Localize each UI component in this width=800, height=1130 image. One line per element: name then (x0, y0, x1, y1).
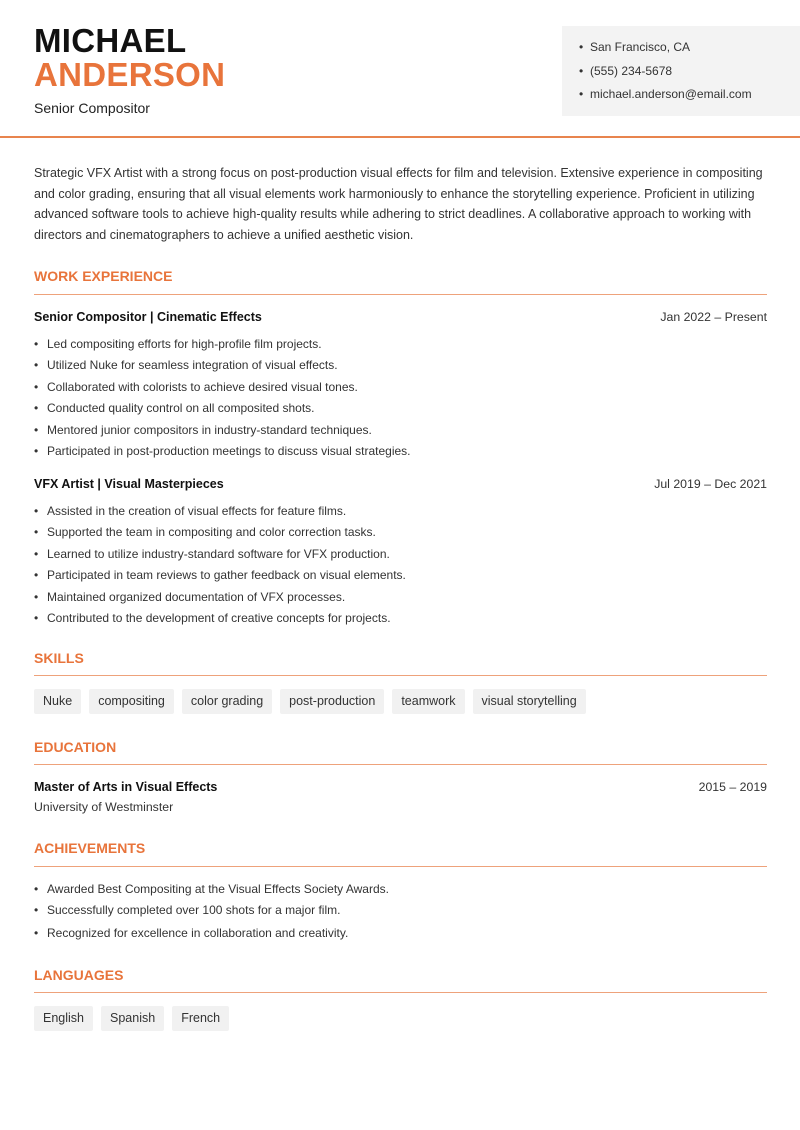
bullet-icon: • (34, 882, 39, 896)
bullet-icon: • (34, 546, 39, 561)
list-item: • Successfully completed over 100 shots for a major film. (34, 903, 767, 926)
job-role: VFX Artist | Visual Masterpieces (34, 477, 224, 491)
section-divider (34, 764, 767, 765)
section-title-work: WORK EXPERIENCE (34, 268, 173, 284)
list-item: • Collaborated with colorists to achieve desired visual tones. (34, 380, 767, 401)
section-title-languages: LANGUAGES (34, 967, 124, 983)
bullet-icon: • (34, 504, 39, 518)
list-item: • Mentored junior compositors in industry-standard techniques. (34, 423, 767, 444)
language-tag: Spanish (101, 1006, 164, 1031)
school-name: University of Westminster (34, 800, 174, 814)
section-title-achievements: ACHIEVEMENTS (34, 840, 146, 856)
list-item: • Utilized Nuke for seamless integration of visual effects. (34, 358, 767, 379)
last-name: ANDERSON (34, 56, 226, 93)
job-dates: Jul 2019 – Dec 2021 (654, 477, 767, 491)
bullet-icon: • (34, 422, 39, 437)
bullet-icon: • (34, 401, 39, 416)
bullet-icon: • (34, 610, 39, 625)
section-divider (34, 294, 767, 295)
list-item: • Contributed to the development of creative concepts for projects. (34, 611, 767, 632)
bullet-icon: • (34, 568, 39, 583)
list-item: • Participated in post-production meetings to discuss visual strategies. (34, 444, 767, 465)
skill-tag: teamwork (392, 689, 464, 714)
skill-tag: Nuke (34, 689, 81, 714)
contact-location: • San Francisco, CA (579, 40, 800, 64)
job-title: Senior Compositor (34, 100, 150, 116)
list-item: • Supported the team in compositing and color correction tasks. (34, 525, 767, 546)
professional-summary: Strategic VFX Artist with a strong focus on post-production visual effects for film and television. Extensive experience in compositing and color grading, ensuring that all visual elements work harmoniously to enhance the storytelling experience. Proficient in utilizing advanced software tools to achieve high-quality results while adhering to strict deadlines. A collaborative approach to working with directors and cinematographers to achieve a unified aesthetic vision. (34, 166, 763, 243)
bullet-icon: • (34, 589, 39, 604)
skill-tag: post-production (280, 689, 384, 714)
bullet-icon: • (34, 443, 39, 458)
section-title-education: EDUCATION (34, 739, 117, 755)
list-item: • Participated in team reviews to gather feedback on visual elements. (34, 568, 767, 589)
list-item: • Learned to utilize industry-standard software for VFX production. (34, 547, 767, 568)
languages-list (34, 1006, 229, 1031)
section-divider (34, 675, 767, 676)
bullet-icon: • (579, 87, 584, 101)
bullet-icon: • (34, 903, 39, 918)
bullet-icon: • (579, 63, 584, 78)
skill-tag: visual storytelling (473, 689, 586, 714)
contact-phone: • (555) 234-5678 (579, 64, 800, 88)
job-header-2 (34, 477, 767, 491)
bullet-icon: • (34, 925, 39, 940)
job-bullets-1 (34, 337, 767, 465)
resume-header (0, 0, 800, 138)
section-title-skills: SKILLS (34, 650, 84, 666)
language-tag: English (34, 1006, 93, 1031)
job-dates: Jan 2022 – Present (660, 310, 767, 324)
job-bullets-2 (34, 504, 767, 632)
bullet-icon: • (34, 337, 39, 351)
contact-box (562, 26, 800, 116)
contact-email: • michael.anderson@email.com (579, 87, 800, 111)
bullet-icon: • (34, 379, 39, 394)
list-item: • Awarded Best Compositing at the Visual Effects Society Awards. (34, 882, 767, 903)
skills-list (34, 689, 586, 714)
bullet-icon: • (34, 358, 39, 373)
list-item: • Led compositing efforts for high-profile film projects. (34, 337, 767, 358)
education-dates: 2015 – 2019 (698, 780, 767, 794)
list-item: • Assisted in the creation of visual effects for feature films. (34, 504, 767, 525)
job-header-1 (34, 310, 767, 324)
skill-tag: color grading (182, 689, 272, 714)
language-tag: French (172, 1006, 229, 1031)
list-item: • Maintained organized documentation of VFX processes. (34, 590, 767, 611)
list-item: • Conducted quality control on all composited shots. (34, 401, 767, 422)
section-divider (34, 992, 767, 993)
bullet-icon: • (579, 40, 584, 54)
achievements-list (34, 882, 767, 947)
first-name: MICHAEL (34, 22, 187, 59)
education-header (34, 780, 767, 794)
list-item: • Recognized for excellence in collaboration and creativity. (34, 926, 767, 947)
bullet-icon: • (34, 525, 39, 540)
degree-name: Master of Arts in Visual Effects (34, 780, 218, 794)
section-divider (34, 866, 767, 867)
skill-tag: compositing (89, 689, 174, 714)
job-role: Senior Compositor | Cinematic Effects (34, 310, 262, 324)
